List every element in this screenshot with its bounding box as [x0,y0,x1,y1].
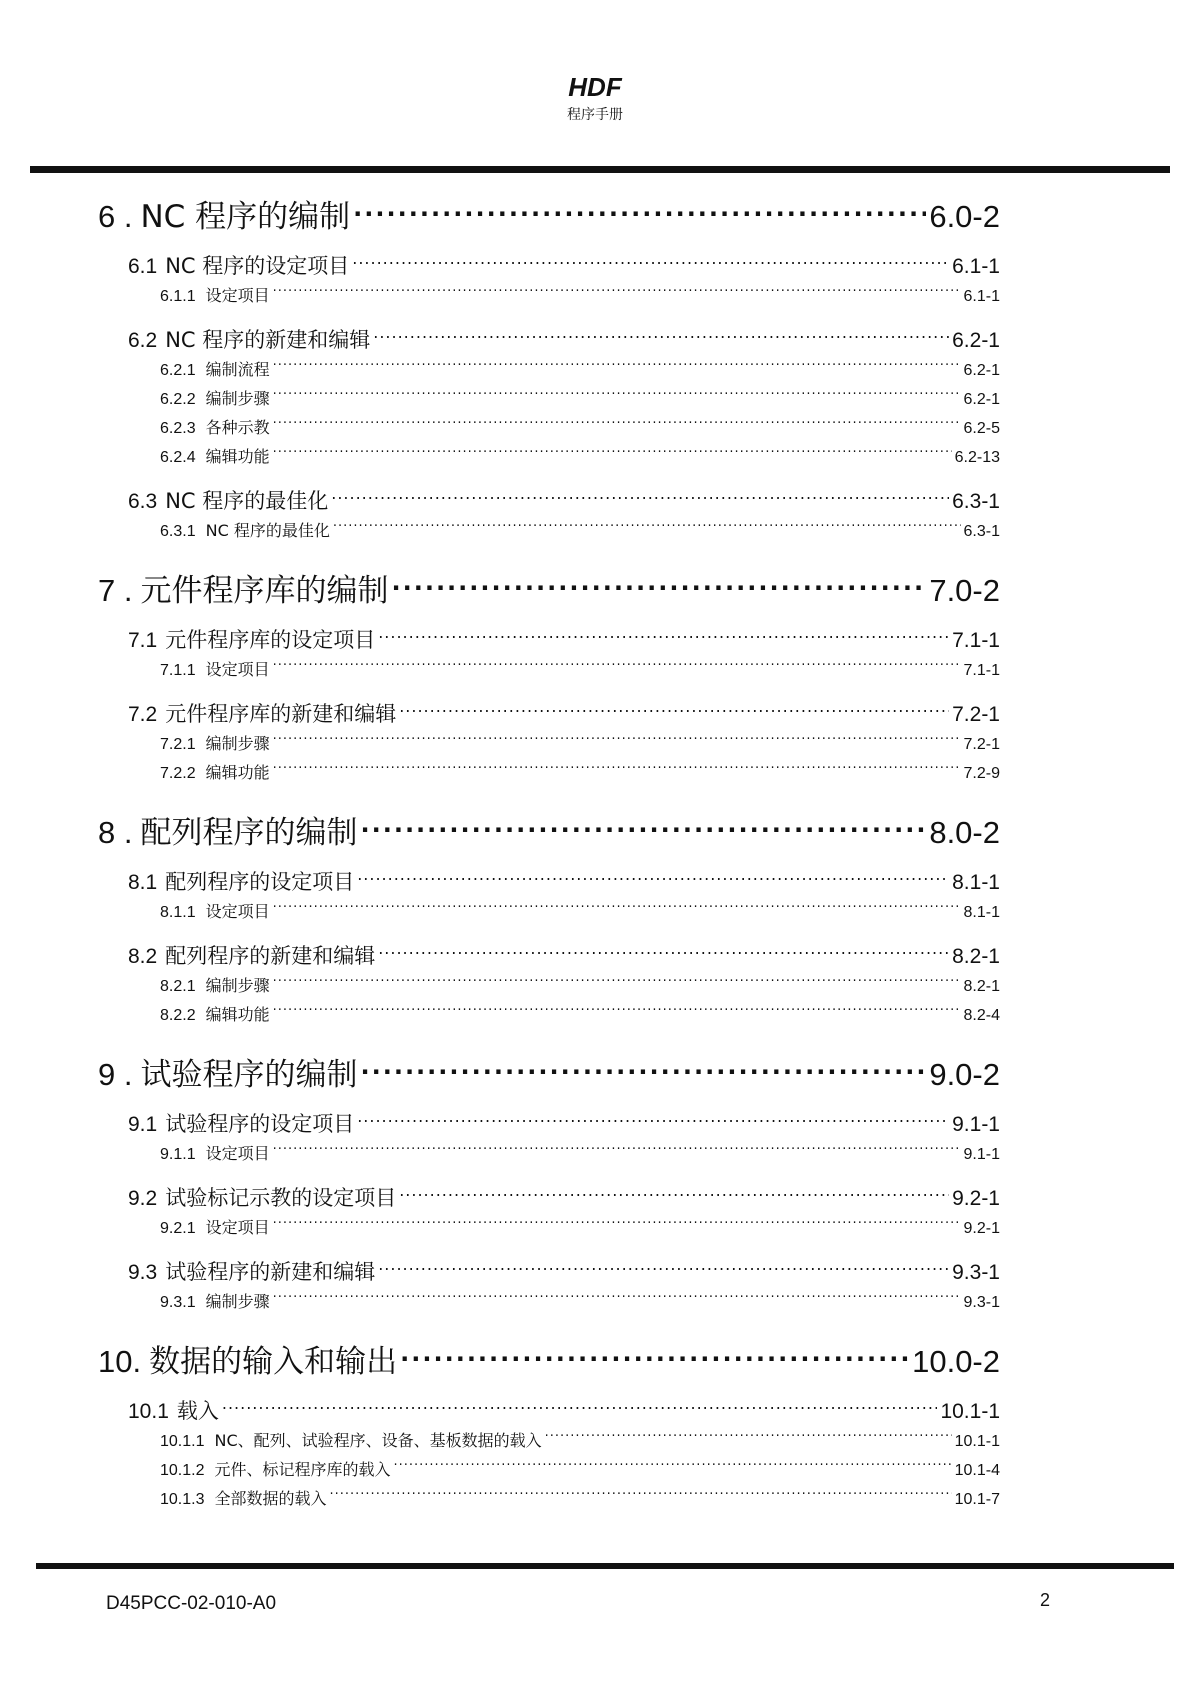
toc-subsection-8-2-1[interactable] [98,972,1000,1001]
toc-title: 元件程序库的编制 [140,573,389,609]
toc-title: 设定项目 [205,902,270,921]
toc-number: 7.2.2 [160,765,196,782]
toc-leader [273,388,961,404]
toc-subsection-6-2-2[interactable] [98,385,1000,414]
toc-leader [378,1258,949,1279]
toc-title: 试验程序的编制 [140,1057,358,1093]
toc-title: 编制步骤 [205,1292,270,1311]
toc-page: 9.1-1 [963,1146,1000,1163]
toc-section-7-2[interactable] [98,699,1000,730]
toc-section-7-1[interactable] [98,625,1000,656]
toc-title: NC、配列、试验程序、设备、基板数据的载入 [214,1431,542,1450]
toc-subsection-8-2-2[interactable] [98,1001,1000,1030]
toc-title: NC 程序的最佳化 [165,489,329,513]
toc-subsection-10-1-1[interactable] [98,1427,1000,1456]
toc-subsection-10-1-3[interactable] [98,1485,1000,1514]
toc-page: 6.1-1 [963,288,1000,305]
toc-title: 编制流程 [205,360,270,379]
toc-number: 9.3.1 [160,1294,196,1311]
toc-title: 试验程序的设定项目 [165,1112,355,1136]
toc-leader [273,762,961,778]
toc-leader [273,901,961,917]
toc-page: 7.0-2 [929,573,1000,608]
toc-number: 10.1.2 [160,1462,205,1479]
toc-number: 10.1 [128,1400,169,1423]
toc-leader [545,1430,952,1446]
toc-leader [273,417,961,433]
page-header [0,72,1190,124]
toc-number: 10.1.3 [160,1491,205,1508]
toc-page: 8.1-1 [952,871,1000,894]
toc-leader [273,359,961,375]
toc-section-8-1[interactable] [98,867,1000,898]
toc-subsection-9-3-1[interactable] [98,1288,1000,1317]
toc-leader [357,868,949,889]
toc-leader [357,1110,949,1131]
toc-subsection-6-1-1[interactable] [98,282,1000,311]
toc-leader [273,285,961,301]
toc-number: 6.2.4 [160,449,196,466]
toc-page: 10.1-7 [954,1491,1000,1508]
toc-number: 7.1 [128,629,158,652]
toc-number: 6.2.1 [160,362,196,379]
toc-chapter-6[interactable] [98,196,1000,237]
toc-subsection-8-1-1[interactable] [98,898,1000,927]
toc-leader [273,446,952,462]
toc-page: 6.2-5 [963,420,1000,437]
manual-title: HDF [568,72,622,102]
toc-number: 9.1.1 [160,1146,196,1163]
toc-number: 7 . [98,573,133,608]
toc-number: 8.1.1 [160,904,196,921]
toc-page: 7.1-1 [952,629,1000,652]
toc-page: 7.2-9 [963,765,1000,782]
toc-section-10-1[interactable] [98,1396,1000,1427]
toc-section-8-2[interactable] [98,941,1000,972]
toc-title: 设定项目 [205,1144,270,1163]
toc-page: 9.1-1 [952,1113,1000,1136]
toc-leader [378,942,949,963]
toc-number: 7.2.1 [160,736,196,753]
manual-subtitle: 程序手册 [567,107,623,123]
toc-number: 6.1.1 [160,288,196,305]
toc-page: 6.3-1 [963,523,1000,540]
toc-number: 8.2.2 [160,1007,196,1024]
toc-title: 编制步骤 [205,734,270,753]
toc-chapter-9[interactable] [98,1054,1000,1095]
toc-page: 9.0-2 [929,1057,1000,1092]
toc-title: 配列程序的设定项目 [165,870,355,894]
toc-subsection-10-1-2[interactable] [98,1456,1000,1485]
toc-title: 试验标记示教的设定项目 [165,1186,397,1210]
toc-page: 8.2-1 [963,978,1000,995]
toc-leader [391,570,926,601]
toc-page: 9.2-1 [963,1220,1000,1237]
toc-number: 6.3.1 [160,523,196,540]
toc-page: 6.0-2 [929,199,1000,234]
toc-page: 7.1-1 [963,662,1000,679]
toc-number: 6.3 [128,490,158,513]
toc-leader [353,196,926,227]
toc-subsection-9-2-1[interactable] [98,1214,1000,1243]
toc-page: 6.3-1 [952,490,1000,513]
toc-leader [330,1488,952,1504]
toc-page: 9.3-1 [963,1294,1000,1311]
toc-chapter-10[interactable] [98,1341,1000,1382]
toc-leader [378,626,949,647]
toc-number: 8.2 [128,945,158,968]
toc-number: 9 . [98,1057,133,1092]
toc-title: 全部数据的载入 [214,1489,327,1508]
toc-page: 10.1-4 [954,1462,1000,1479]
toc-section-6-2[interactable] [98,325,1000,356]
toc-title: 配列程序的编制 [140,815,358,851]
toc-number: 8.1 [128,871,158,894]
toc-number: 6.2.3 [160,420,196,437]
toc-chapter-8[interactable] [98,812,1000,853]
toc-leader [273,733,961,749]
toc-title: NC 程序的编制 [140,199,351,235]
toc-page: 6.2-1 [963,391,1000,408]
toc-leader [273,1004,961,1020]
toc-number: 10. [98,1344,142,1379]
header-rule [30,166,1170,173]
toc-number: 6 . [98,199,133,234]
toc-page: 7.2-1 [963,736,1000,753]
toc-page: 10.1-1 [940,1400,1000,1423]
toc-leader [333,520,961,536]
toc-chapter-7[interactable] [98,570,1000,611]
footer-rule [36,1563,1174,1569]
toc-title: 设定项目 [205,660,270,679]
toc-title: 元件程序库的新建和编辑 [165,702,397,726]
toc-page: 6.2-1 [963,362,1000,379]
toc-leader [273,1143,961,1159]
toc-number: 6.1 [128,255,158,278]
toc-number: 6.2.2 [160,391,196,408]
toc-leader [394,1459,952,1475]
toc-subsection-6-3-1[interactable] [98,517,1000,546]
toc-leader [373,326,949,347]
toc-page: 6.1-1 [952,255,1000,278]
toc-number: 8 . [98,815,133,850]
toc-title: 试验程序的新建和编辑 [165,1260,376,1284]
toc-number: 6.2 [128,329,158,352]
toc-subsection-6-2-4[interactable] [98,443,1000,472]
toc-page: 9.2-1 [952,1187,1000,1210]
toc-title: NC 程序的新建和编辑 [165,328,371,352]
toc-page: 8.0-2 [929,815,1000,850]
toc-title: 编辑功能 [205,1005,270,1024]
toc-subsection-6-2-1[interactable] [98,356,1000,385]
toc-title: 编制步骤 [205,389,270,408]
toc-title: 各种示教 [205,418,270,437]
toc-title: 数据的输入和输出 [149,1344,398,1380]
toc-leader [400,1341,909,1372]
toc-page: 9.3-1 [952,1261,1000,1284]
toc-leader [360,1054,926,1085]
toc-leader [273,1291,961,1307]
toc-page: 8.2-4 [963,1007,1000,1024]
toc-number: 10.1.1 [160,1433,205,1450]
toc-page: 10.1-1 [954,1433,1000,1450]
toc-section-9-1[interactable] [98,1109,1000,1140]
toc-section-6-1[interactable] [98,251,1000,282]
table-of-contents [98,196,1000,1514]
toc-number: 9.3 [128,1261,158,1284]
toc-title: 元件、标记程序库的载入 [214,1460,391,1479]
toc-subsection-7-2-2[interactable] [98,759,1000,788]
toc-number: 7.2 [128,703,158,726]
toc-title: 设定项目 [205,286,270,305]
toc-title: NC 程序的最佳化 [205,521,330,540]
page-number: 2 [1040,1590,1051,1610]
toc-title: 编制步骤 [205,976,270,995]
toc-leader [273,975,961,991]
toc-leader [352,252,949,273]
toc-page: 6.2-1 [952,329,1000,352]
toc-page: 7.2-1 [952,703,1000,726]
toc-subsection-9-1-1[interactable] [98,1140,1000,1169]
toc-leader [331,487,949,508]
toc-section-9-3[interactable] [98,1257,1000,1288]
toc-section-6-3[interactable] [98,486,1000,517]
toc-title: 配列程序的新建和编辑 [165,944,376,968]
toc-leader [399,1184,949,1205]
toc-page: 8.1-1 [963,904,1000,921]
toc-leader [273,1217,961,1233]
toc-page: 6.2-13 [954,449,1000,466]
document-code: D45PCC-02-010-A0 [106,1593,277,1614]
toc-title: 元件程序库的设定项目 [165,628,376,652]
toc-leader [399,700,949,721]
toc-number: 7.1.1 [160,662,196,679]
toc-title: NC 程序的设定项目 [165,254,350,278]
toc-number: 9.2 [128,1187,158,1210]
toc-page: 8.2-1 [952,945,1000,968]
toc-title: 载入 [176,1399,219,1423]
toc-title: 编辑功能 [205,763,270,782]
toc-subsection-6-2-3[interactable] [98,414,1000,443]
toc-number: 8.2.1 [160,978,196,995]
toc-leader [273,659,961,675]
toc-page: 10.0-2 [912,1344,1000,1379]
toc-leader [222,1397,938,1418]
toc-leader [360,812,926,843]
toc-number: 9.1 [128,1113,158,1136]
toc-section-9-2[interactable] [98,1183,1000,1214]
toc-subsection-7-1-1[interactable] [98,656,1000,685]
toc-title: 设定项目 [205,1218,270,1237]
toc-subsection-7-2-1[interactable] [98,730,1000,759]
toc-number: 9.2.1 [160,1220,196,1237]
toc-title: 编辑功能 [205,447,270,466]
